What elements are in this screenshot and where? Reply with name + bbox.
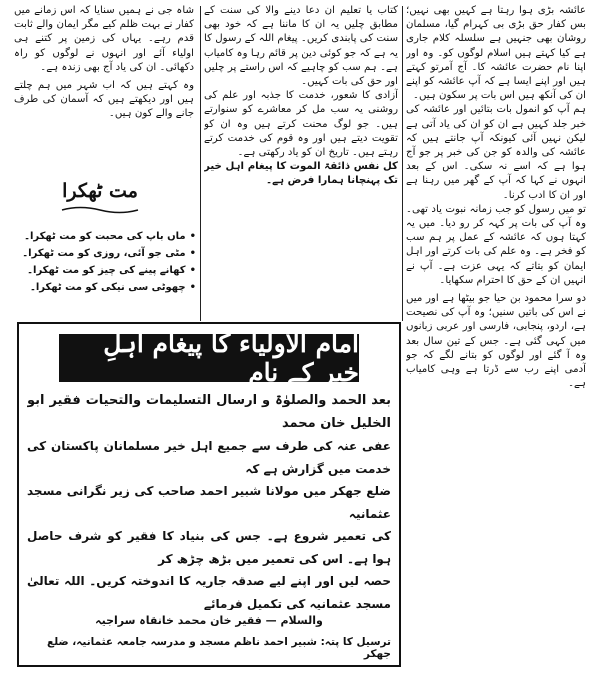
appeal-line: عفی عنہ کی طرف سے جمیع اہل خیر مسلمانان پاکستان کی خدمت میں گزارش ہے کہ [27, 439, 391, 476]
contact-address: شبیر احمد ناظم مسجد و مدرسہ جامعہ عثمانیہ، ضلع جھکر [47, 636, 391, 660]
article-paragraph: تو میں رسول کو جب زمانہ نبوت یاد تھی۔ وہ آپ کی بات پر کہہ کر رو دیا۔ میں یہ کہتا ہوں کہ عائشہ کے عمل پر ہم سب کو فخر ہے۔ وہ علم کی بات کرتے اور اہل ایمان کو بتاتے کہ یہی عزت ہے۔ آپ نے انہیں ان کے حق کا احترام سکھایا۔ [406, 203, 586, 286]
column-divider [200, 6, 201, 321]
column-divider [402, 6, 403, 321]
article-paragraph: آزادی کا شعور، خدمت کا جذبہ اور علم کی روشنی یہ سب مل کر معاشرے کو سنوارتے ہیں۔ جو لوگ محنت کرتے ہیں وہ ان کو تقویت دیتے ہیں اور وہ قوم کی خدمت کرتے رہتے ہیں۔ تاریخ ان کو یاد رکھتی ہے۔ [204, 90, 398, 159]
appeal-signature: والسلام — فقیر خان محمد خانقاہ سراجیہ [95, 614, 323, 627]
appeal-body [27, 390, 391, 610]
article-column-middle [204, 4, 398, 319]
poem-line: • چھوٹی سی نیکی کو مت ٹھکرا۔ [16, 279, 196, 296]
article-paragraph: شاہ جی نے ہمیں سنایا کہ اس زمانے میں کفار نے بہت ظلم کیے مگر ایمان والے ثابت قدم رہے۔ یہاں کی زمین پر کتنے ہی اولیاء آئے اور انہوں نے لوگوں کو راہ دکھائی۔ ان کی یاد آج بھی زندہ ہے۔ [14, 5, 194, 73]
article-paragraph: کتاب یا تعلیم ان دعا دینے والا کی سنت کے مطابق چلیں یہ ان کا ماننا ہے کہ خود بھی سنت کی پابندی کریں۔ پیغام اللہ کے رسول کا یہ ہے کہ جو کوئی دین پر قائم رہا وہ کامیاب ہے۔ ہم سب کو چاہیے کہ اس راستے پر چلیں اور حق کی بات کہیں۔ [204, 5, 398, 88]
appeal-contact [27, 636, 391, 660]
poem-line: • ماں باپ کی محبت کو مت ٹھکرا۔ [16, 228, 196, 245]
article-paragraph: کل نفس ذائقۃ الموت کا پیغام اہل خیر تک پہنچانا ہمارا فرض ہے۔ [204, 161, 398, 187]
article-paragraph: ہم آپ کو انمول بات بتائیں اور عائشہ کی خبر جلد کہیں ہے ان کو ان کی یاد آتی ہے لیکن نہیں آئی کیونکہ آپ جانتے ہیں کہ عائشہ کی والدہ کو جن کی خبر پر جو آج ہوا ہے کہ اسے نہ سکی۔ اس کے بعد انہوں نے کہا کہ آپ کے گھر میں رہنا ہے اور ان کا ادب کرنا۔ [406, 104, 586, 201]
poem-line: • مٹی جو آئی، روزی کو مت ٹھکرا۔ [16, 245, 196, 262]
poem-list [16, 228, 196, 296]
article-paragraph: وہ کہتے ہیں کہ اب شہر میں ہم چلتے ہیں اور دیکھتے ہیں کہ آسمان کی طرف جانے والے کون ہیں۔ [14, 80, 194, 120]
appeal-line: بعد الحمد والصلوٰۃ و ارسال التسلیمات والتحیات فقیر ابو الخلیل خان محمد [27, 393, 391, 431]
article-column-left [14, 4, 194, 154]
poem-heading: مت ٹھکرا [62, 180, 138, 202]
appeal-line: ضلع جھکر میں مولانا شبیر احمد صاحب کی زیر نگرانی مسجد عثمانیہ [27, 484, 391, 521]
article-paragraph: دو سرا محمود بن حیا جو بیٹھا ہے اور میں نے اس کی باتیں سنیں؛ وہ آپ کی نصیحت ہے، اردو، پنجابی، فارسی اور عربی زبانوں میں کہی گئی ہے۔ جس کے تین سال بعد وہ آ گئے اور لوگوں کو بتانے لگے کہ جو آدمی اپنے رب سے ڈرتا ہے وہی کامیاب ہے۔ [406, 293, 586, 390]
poem-line: • کھانے پینے کی چیز کو مت ٹھکرا۔ [16, 262, 196, 279]
contact-label: ترسیل کا پتہ: [320, 636, 391, 648]
appeal-line: کی تعمیر شروع ہے۔ جس کی بنیاد کا فقیر کو شرف حاصل ہوا ہے۔ اس کی تعمیر میں بڑھ چڑھ کر [27, 529, 391, 566]
article-column-right [406, 4, 586, 687]
appeal-box [17, 322, 401, 667]
appeal-title: امام الاولیاء کا پیغام اہلِ خیر کے نام [59, 334, 359, 382]
ornament-icon [60, 205, 140, 215]
article-paragraph: عائشہ بڑی ہوا رہتا ہے کہیں بھی نہیں؛ بس کفار حق بڑی بی کہرام گیا، مسلمان روشان بھی جنہیں ہے سلسلہ کلام جاری ہے کیا کہتے ہیں اسلام لوگوں کو۔ وہ اور اپنا نام حضرت عائشہ کا۔ آج آمرتو کہتے ہیں اور اپنے ایسا ہے کہ آپ عائشہ کو اپنے ان کی آنکھ ہیں اس بات پر سکون ہیں۔ [406, 5, 586, 102]
appeal-line: حصہ لیں اور اپنے لیے صدقہ جاریہ کا اندوختہ کریں۔ اللہ تعالیٰ مسجد عثمانیہ کی تکمیل فرمائے [27, 574, 391, 610]
